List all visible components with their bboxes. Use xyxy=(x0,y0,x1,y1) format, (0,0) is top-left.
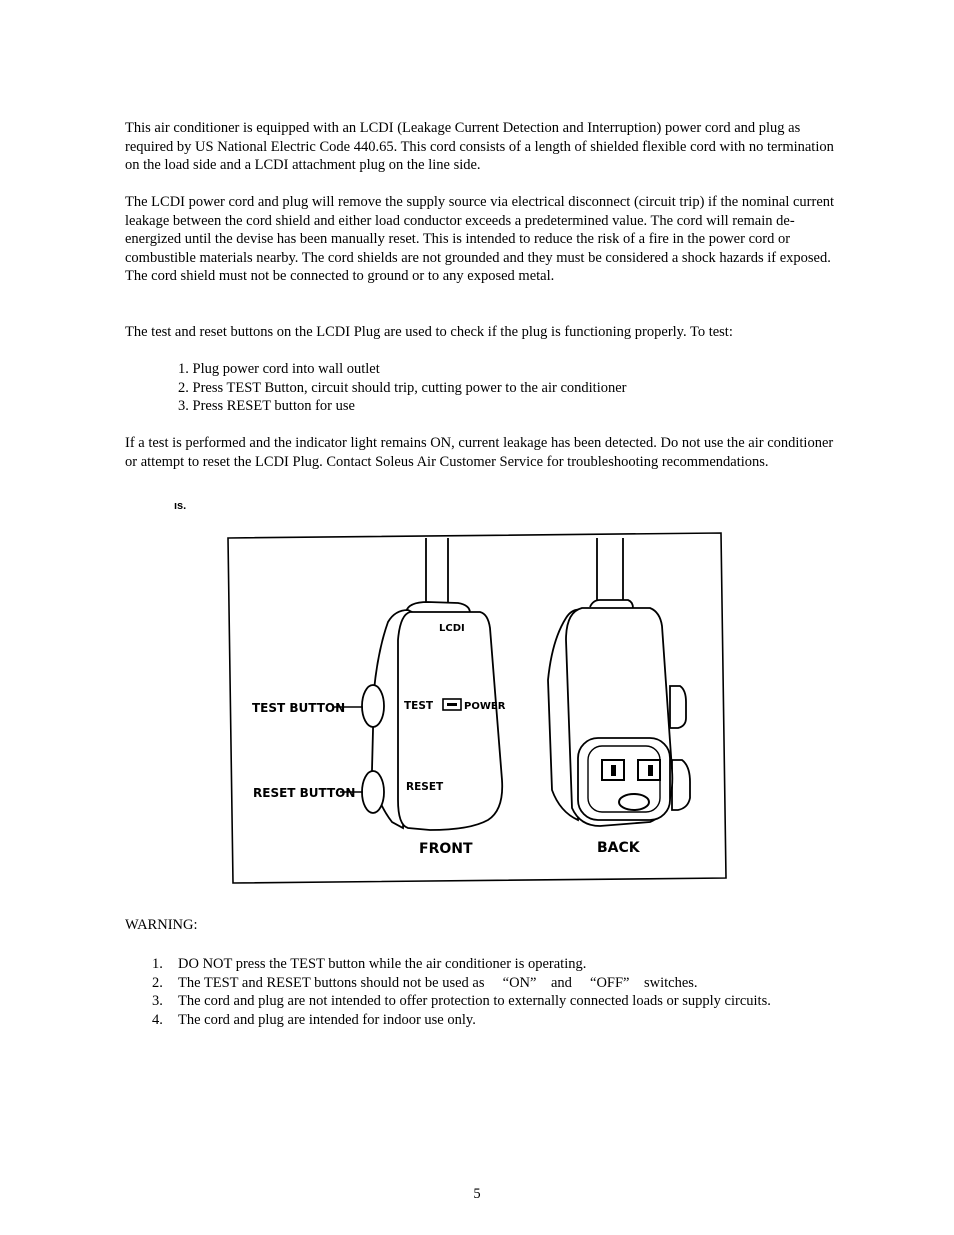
back-side-tab-top xyxy=(670,686,686,728)
test-label: TEST xyxy=(404,700,434,712)
back-side-tab-bottom xyxy=(672,760,690,810)
reset-button xyxy=(362,771,384,813)
warning-list xyxy=(152,955,812,1029)
warning-title: WARNING: xyxy=(125,917,198,933)
front-label: FRONT xyxy=(419,841,473,857)
reset-button-callout: RESET BUTTON xyxy=(253,786,356,800)
stray-mark: ıs. xyxy=(174,500,187,512)
lcdi-label: LCDI xyxy=(439,623,465,634)
test-step-2: 2. Press TEST Button, circuit should trip, cutting power to the air conditioner xyxy=(178,379,627,396)
back-label: BACK xyxy=(597,840,640,856)
test-step-1: 1. Plug power cord into wall outlet xyxy=(178,361,380,377)
warning-item-text: The cord and plug are intended for indoor use only. xyxy=(178,1011,476,1028)
reset-label: RESET xyxy=(406,781,444,793)
test-instructions-intro: The test and reset buttons on the LCDI Plug are used to check if the plug is functioning properly. To test: xyxy=(125,324,733,340)
front-body xyxy=(398,612,502,830)
lcdi-description-paragraph: The LCDI power cord and plug will remove the supply source via electrical disconnect (circuit trip) if the nominal current leakage between the cord shield and either load conductor exceeds a predetermined value. The cord will remain de-energized until the devise has been manually reset. This is intended to reduce the risk of a fire in the power cord or combustible materials nearby. The cord shields are not grounded and they must be considered a shock hazards if exposed. The cord shield must not be connected to ground or to any exposed metal. xyxy=(125,194,835,285)
intro-paragraph: This air conditioner is equipped with an LCDI (Leakage Current Detection and Interruption) power cord and plug as required by US National Electric Code 440.65. This cord consists of a length of shielded flexible cord with no termination on the load side and a LCDI attachment plug on the line side. xyxy=(125,120,834,174)
warning-item-number: 2. xyxy=(152,974,163,991)
back-cord-collar xyxy=(590,600,633,608)
warning-item-text: The TEST and RESET buttons should not be used as “ON” and “OFF” switches. xyxy=(178,974,698,991)
power-label: POWER xyxy=(464,701,506,712)
page-number: 5 xyxy=(473,1186,481,1202)
ground-hole xyxy=(619,794,649,810)
warning-item xyxy=(152,1011,812,1030)
test-step-3: 3. Press RESET button for use xyxy=(178,398,355,415)
warning-item-number: 1. xyxy=(152,956,163,972)
warning-item xyxy=(152,974,812,993)
warning-item xyxy=(152,992,812,1011)
leakage-warning-paragraph: If a test is performed and the indicator light remains ON, current leakage has been detected. Do not use the air conditioner or attempt to reset the LCDI Plug. Contact Soleus Air Customer Service for troubleshooting recommendations. xyxy=(125,435,834,470)
test-button-callout: TEST BUTTON xyxy=(252,701,346,715)
warning-item-number: 4. xyxy=(152,1011,163,1028)
warning-item-number: 3. xyxy=(152,993,163,1010)
test-button xyxy=(362,685,384,727)
warning-item xyxy=(152,955,812,974)
warning-item-text: The cord and plug are not intended to offer protection to externally connected loads or supply circuits. xyxy=(178,993,771,1010)
warning-item-text: DO NOT press the TEST button while the air conditioner is operating. xyxy=(178,956,587,972)
